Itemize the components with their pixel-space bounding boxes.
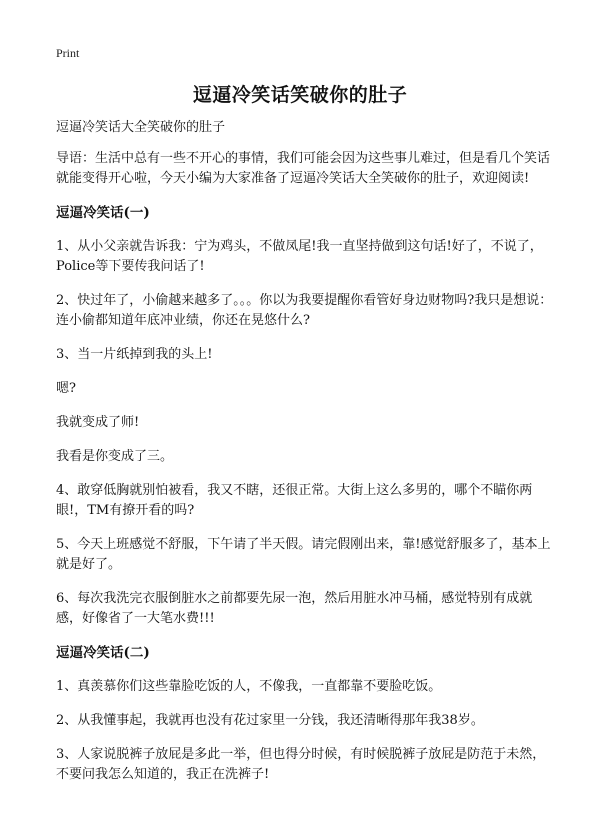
section-heading: 逗逼冷笑话(二) [56, 645, 150, 661]
joke-paragraph: 嗯? [56, 381, 76, 396]
joke-paragraph: 3、当一片纸掉到我的头上! [56, 347, 213, 362]
joke-paragraph: 4、敢穿低胸就别怕被看，我又不瞎，还很正常。大街上这么多男的，哪个不瞄你两眼!，TM有撩开看的吗? [56, 483, 533, 518]
joke-paragraph: 2、从我懂事起，我就再也没有花过家里一分钱，我还清晰得那年我38岁。 [56, 713, 484, 728]
joke-paragraph: 3、人家说脱裤子放屁是多此一举，但也得分时候，有时候脱裤子放屁是防范于未然，不要问我怎么知道的，我正在洗裤子! [56, 747, 546, 782]
joke-paragraph: 2、快过年了，小偷越来越多了。。。你以为我要提醒你看管好身边财物吗?我只是想说：连小偷都知道年底冲业绩，你还在晃悠什么? [56, 293, 553, 328]
document-subtitle: 逗逼冷笑话大全笑破你的肚子 [56, 120, 226, 135]
section-heading: 逗逼冷笑话(一) [56, 205, 150, 221]
joke-paragraph: 我就变成了师! [56, 415, 140, 430]
print-link[interactable]: Print [56, 46, 80, 60]
joke-paragraph: 6、每次我洗完衣服倒脏水之前都要先尿一泡，然后用脏水冲马桶，感觉特别有成就感，好像省了一大笔水费!!! [56, 591, 533, 626]
joke-paragraph: 我看是你变成了三。 [56, 449, 174, 464]
document-body [56, 118, 556, 799]
joke-paragraph: 1、真羡慕你们这些靠脸吃饭的人，不像我，一直都靠不要脸吃饭。 [56, 679, 442, 694]
joke-paragraph: 1、从小父亲就告诉我：宁为鸡头，不做凤尾!我一直坚持做到这句话!好了，不说了，Police等下要传我问话了! [56, 239, 543, 274]
page-title: 逗逼冷笑话笑破你的肚子 [192, 84, 408, 106]
intro-paragraph: 导语：生活中总有一些不开心的事情，我们可能会因为这些事儿难过，但是看几个笑话就能变得开心啦，今天小编为大家准备了逗逼冷笑话大全笑破你的肚子，欢迎阅读! [56, 151, 551, 186]
joke-paragraph: 5、今天上班感觉不舒服，下午请了半天假。请完假刚出来，靠!感觉舒服多了，基本上就是好了。 [56, 537, 551, 572]
